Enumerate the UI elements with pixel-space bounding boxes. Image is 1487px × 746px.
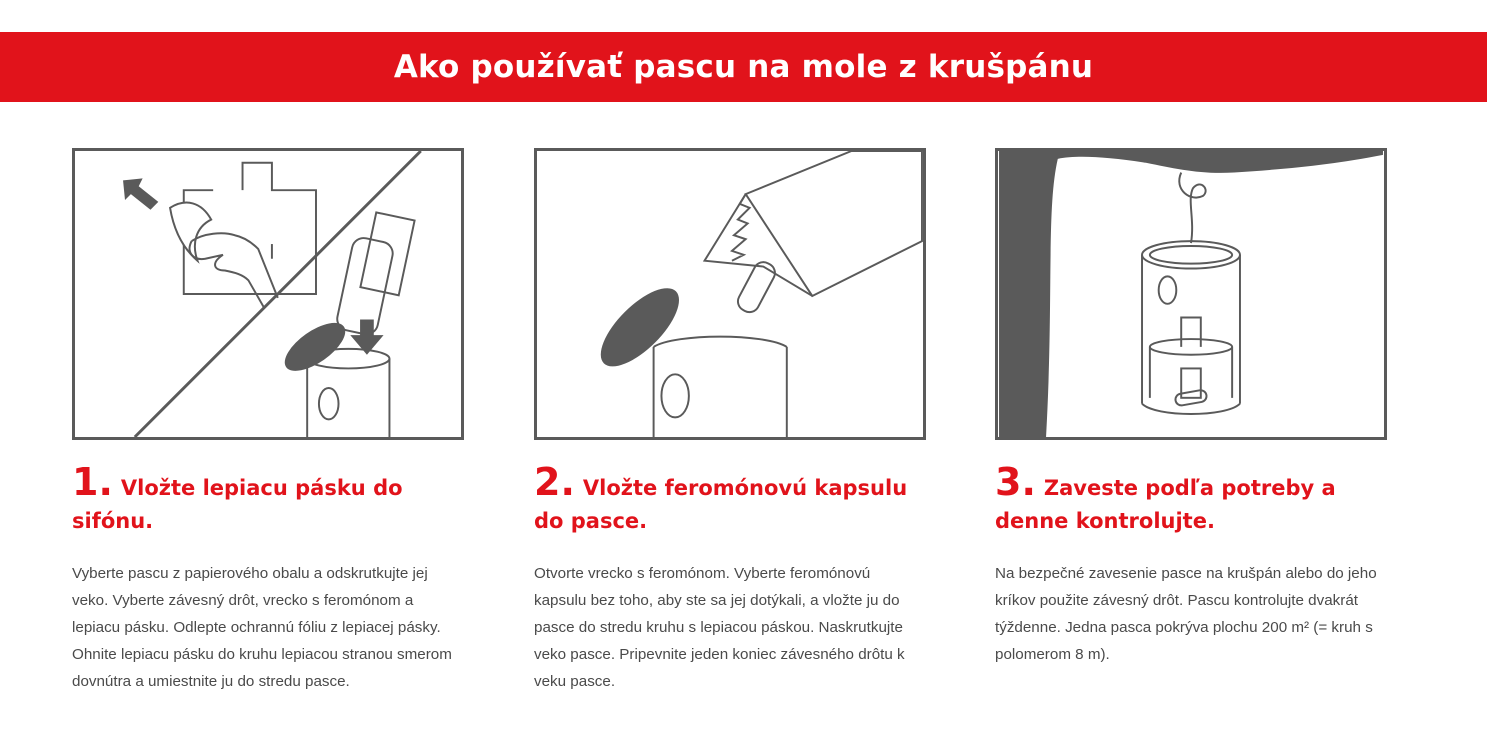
- step-description: Vyberte pascu z papierového obalu a odskrutkujte jej veko. Vyberte závesný drôt, vrecko s feromónom a lepiacu pásku. Odlepte ochrannú fóliu z lepiacej pásky. Ohnite lepiacu pásku do kruhu lepiacou stranou smerom dovnútra a umiestnite ju do stredu pasce.: [72, 565, 452, 690]
- hanging-trap-illustration-icon: [995, 148, 1387, 440]
- step-heading: Vložte lepiacu pásku do sifónu.: [72, 476, 403, 533]
- step-heading: Vložte feromónovú kapsulu do pasce.: [534, 476, 908, 533]
- step-description: Otvorte vrecko s feromónom. Vyberte feromónovú kapsulu bez toho, aby ste sa jej dotýkali, a vložte ju do pasce do stredu kruhu s lepiacou páskou. Naskrutkujte veko pasce. Pripevnite jeden koniec závesného drôtu k veku pasce.: [534, 565, 905, 690]
- insert-capsule-illustration-icon: [534, 148, 926, 440]
- step-heading: Zaveste podľa potreby a denne kontrolujte.: [995, 476, 1336, 533]
- header-banner: [0, 32, 1487, 102]
- step-number: 2.: [534, 460, 575, 504]
- step-1: [72, 148, 464, 695]
- step-description: Na bezpečné zavesenie pasce na krušpán alebo do jeho kríkov použite závesný drôt. Pascu kontrolujte dvakrát týždenne. Jedna pasca pokrýva plochu 200 m² (= kruh s polomerom 8 m).: [995, 565, 1377, 663]
- step-number: 3.: [995, 460, 1036, 504]
- step-number: 1.: [72, 460, 113, 504]
- peel-sticky-tape-illustration-icon: [72, 148, 464, 440]
- step-title: [72, 460, 464, 538]
- step-title: [534, 460, 926, 538]
- page-title: Ako používať pascu na mole z krušpánu: [393, 49, 1094, 85]
- step-2: [534, 148, 926, 695]
- step-title: [995, 460, 1387, 538]
- step-3: [995, 148, 1387, 668]
